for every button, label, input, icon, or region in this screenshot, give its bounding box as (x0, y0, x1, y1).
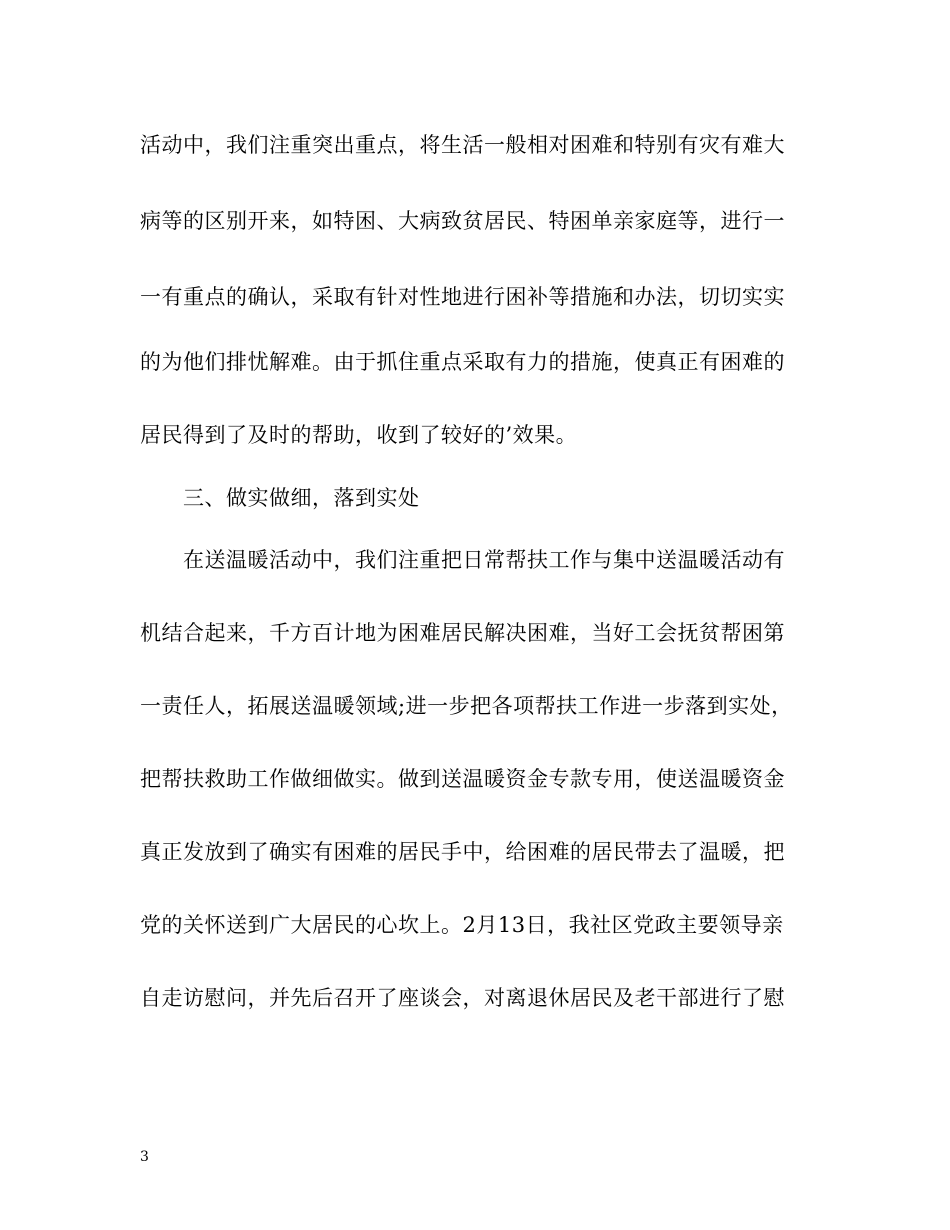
text-line: 把帮扶救助工作做细做实。做到送温暖资金专款专用，使送温暖资金 (140, 767, 785, 791)
text-line: 居民得到了及时的帮助，收到了较好的’效果。 (140, 423, 578, 447)
text-line: 在送温暖活动中，我们注重把日常帮扶工作与集中送温暖活动有 (183, 548, 785, 572)
text-line: 自走访慰问，并先后召开了座谈会，对离退休居民及老干部进行了慰 (140, 986, 785, 1010)
text-line: 活动中，我们注重突出重点，将生活一般相对困难和特别有灾有难大 (140, 133, 785, 157)
text-line: 一责任人，拓展送温暖领域;进一步把各项帮扶工作进一步落到实处， (140, 694, 793, 718)
text-line: 一有重点的确认，采取有针对性地进行困补等措施和办法，切切实实 (140, 285, 785, 309)
text-line: 党的关怀送到广大居民的心坎上。2月13日，我社区党政主要领导亲 (140, 913, 784, 937)
page-number: 3 (140, 1149, 149, 1165)
text-line: 机结合起来，千方百计地为困难居民解决困难，当好工会抚贫帮困第 (140, 621, 785, 645)
text-line: 的为他们排忧解难。由于抓住重点采取有力的措施，使真正有困难的 (140, 350, 785, 374)
section-heading: 三、做实做细，落到实处 (183, 486, 420, 510)
text-line: 病等的区别开来，如特困、大病致贫居民、特困单亲家庭等，进行一 (140, 209, 785, 233)
text-line: 真正发放到了确实有困难的居民手中，给困难的居民带去了温暖，把 (140, 840, 785, 864)
